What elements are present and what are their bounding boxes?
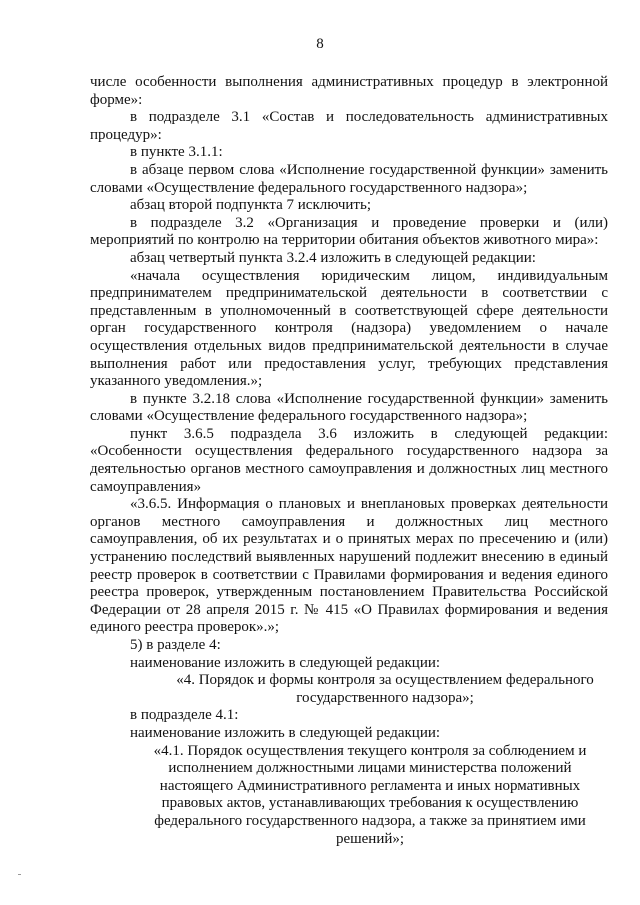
paragraph-8: «начала осуществления юридическим лицом, индивидуальным предпринимателем предпринимательской деятельности в соответствии с представленным в уполномоченный в соответствующей сфере деятельности орган государственного контроля (надзора) уведомлением о начале осуществления отдельных видов предпринимательской деятельности в случае выполнения работ или предоставления услуг, требующих представления указанного уведомления.»; (90, 267, 608, 390)
paragraph-4: в абзаце первом слова «Исполнение государственной функции» заменить словами «Осуществление федерального государственного надзора»; (90, 161, 608, 196)
paragraph-3: в пункте 3.1.1: (130, 144, 223, 161)
paragraph-13: наименование изложить в следующей редакции: (130, 654, 441, 671)
quoted-heading-4-1: «4.1. Порядок осуществления текущего контроля за соблюдением и исполнением должностными лицами министерства положений настоящего Административного регламента и иных нормативных правовых актов, устанавливающих требования к осуществлению федерального государственного надзора, а также за принятием ими решений»; (153, 742, 587, 847)
paragraph-9: в пункте 3.2.18 слова «Исполнение государственной функции» заменить словами «Осуществление федерального государственного надзора»; (90, 390, 608, 425)
paragraph-2: в подразделе 3.1 «Состав и последовательность административных процедур»: (90, 109, 608, 143)
paragraph-5: абзац второй подпункта 7 исключить; (130, 197, 371, 214)
paragraph-15: в подразделе 4.1: (130, 707, 239, 724)
paragraph-1: числе особенности выполнения административных процедур в электронной форме»: (90, 74, 608, 108)
page-number: 8 (316, 36, 324, 52)
paragraph-12: 5) в разделе 4: (130, 637, 221, 653)
paragraph-7: абзац четвертый пункта 3.2.4 изложить в следующей редакции: (130, 249, 536, 266)
paragraph-10: пункт 3.6.5 подраздела 3.6 изложить в следующей редакции: «Особенности осуществления федерального государственного надзора за деятельностью органов местного самоуправления и должностных лиц местного самоуправления» (90, 425, 608, 495)
paragraph-16: наименование изложить в следующей редакции: (130, 724, 441, 741)
document-body (90, 74, 608, 848)
paragraph-11: «3.6.5. Информация о плановых и внеплановых проверках деятельности органов местного самоуправления и должностных лиц местного самоуправления, об их результатах и о принятых мерах по пресечению и (или) устранению последствий выявленных нарушений подлежит внесению в единый реестр проверок в соответствии с Правилами формирования и ведения единого реестра проверок, утвержденным постановлением Правительства Российской Федерации от 28 апреля 2015 г. № 415 «О Правилах формирования и ведения единого реестра проверок».»; (90, 496, 608, 636)
paragraph-6: в подразделе 3.2 «Организация и проведение проверки и (или) мероприятий по контролю на территории обитания объектов животного мира»: (90, 214, 608, 249)
quoted-heading-4: «4. Порядок и формы контроля за осуществлением федерального государственного надзора»; (176, 672, 594, 706)
margin-mark (18, 874, 21, 875)
